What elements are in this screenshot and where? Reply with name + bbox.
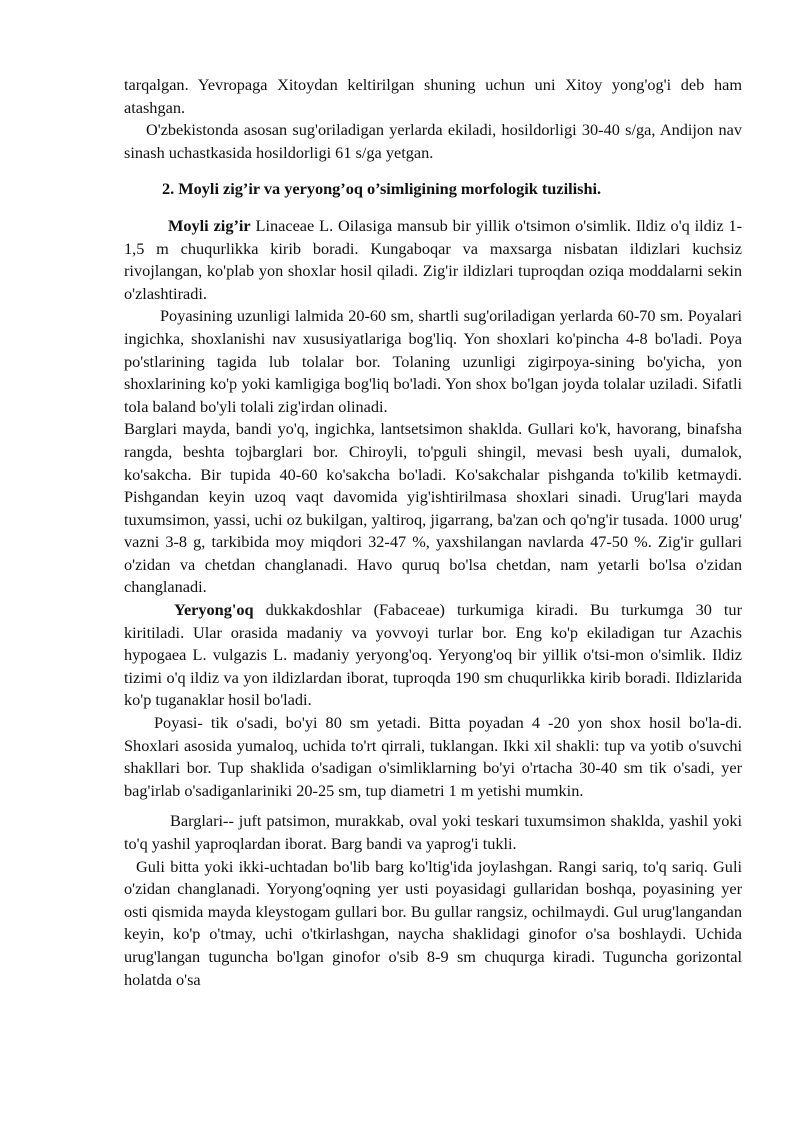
- paragraph-flax-stem: Poyasining uzunligi lalmida 20-60 sm, shartli sug'oriladigan yerlarda 60-70 sm. Poyalari ingichka, shoxlanishi nav xususiyatlariga bog'liq. Yon shoxlari ko'pincha 4-8 bo'ladi. Poya po'stlarining tagida lub tolalar bor. Tolaning uzunligi zigirpoya-sining bo'yicha, yon shoxlarining ko'p yoki kamligiga bog'liq bo'ladi. Yon shox bo'lgan joyda tolalar uziladi. Sifatli tola baland bo'yli tolali zig'irdan olinadi.: [124, 306, 742, 416]
- paragraph-flax-intro: Moyli zig’ir Linaceae L. Oilasiga mansub bir yillik o'tsimon o'simlik. Ildiz o'q ildiz 1-1,5 m chuqurlikka kirib boradi. Kungaboqar va maxsarga nisbatan ildizlari kuchsiz rivojlangan, ko'plab yon shoxlar hosil qiladi. Zig'ir ildizlari tuproqdan oziqa moddalarni sekin o'zlashtiradi.: [124, 215, 743, 303]
- paragraph-peanut-stem: Poyasi- tik o'sadi, bo'yi 80 sm yetadi. Bitta poyadan 4 -20 yon shox hosil bo'la-di. Shoxlari asosida yumaloq, uchida to'rt qirrali, tuklangan. Ikki xil shakli: tup va yotib o'suvchi shakllari bor. Tup shaklida o'sadigan o'simliklarning bo'yi o'rtacha 30-40 sm tik o'sadi, yer bag'irlab o'sadiganlariniki 20-25 sm, tup diametri 1 m yetishi mumkin.: [124, 713, 742, 800]
- term-flax: Moyli zig’ir: [168, 215, 251, 235]
- section-heading: 2. Moyli zig’ir va yeryong’oq o’simligining morfologik tuzilishi.: [162, 179, 602, 199]
- paragraph-peanut-flowers: Guli bitta yoki ikki-uchtadan bo'lib barg ko'ltig'ida joylashgan. Rangi sariq, to'q sariq. Guli o'zidan changlanadi. Yoryong'oqning yer usti poyasidagi gullaridan boshqa, poyasining yer osti qismida mayda kleystogam gullari bor. Bu gullar rangsiz, ochilmaydi. Gul urug'langandan keyin, ko'p o'tmay, uchi o'tkirlashgan, naycha shaklidagi ginofor o'sa boshlaydi. Uchida urug'langan tuguncha bo'lgan ginofor o'sib 8-9 sm chuqurga kiradi. Tuguncha gorizontal holatda o'sa: [124, 856, 742, 989]
- paragraph-continuation: tarqalgan. Yevropaga Xitoydan keltirilgan shuning uchun uni Xitoy yong'og'i deb ham atashgan.: [124, 75, 742, 117]
- paragraph-flax-leaves: Barglari mayda, bandi yo'q, ingichka, lantsetsimon shaklda. Gullari ko'k, havorang, binafsha rangda, beshta tojbarglari bor. Chiroyli, to'pguli shingil, mevasi besh uyali, dumalok, ko'sakcha. Bir tupida 40-60 ko'sakcha bo'ladi. Ko'sakchalar pishganda to'kilib ketmaydi. Pishgandan keyin uzoq vaqt davomida yig'ishtirilmasa shoxlari sinadi. Urug'lari mayda tuxumsimon, yassi, uchi oz bukilgan, yaltiroq, jigarrang, ba'zan och qo'ng'ir tusada. 1000 urug' vazni 3-8 g, tarkibida moy miqdori 32-47 %, yaxshilangan navlarda 47-50 %. Zig'ir gullari o'zidan va chetdan changlanadi. Havo quruq bo'lsa chetdan, nam yetarli bo'lsa o'zidan changlanadi.: [124, 419, 742, 597]
- paragraph-peanut-leaves: Barglari-- juft patsimon, murakkab, oval yoki teskari tuxumsimon shaklda, yashil yoki to'q yashil yaproqlardan iborat. Barg bandi va yaprog'i tukli.: [124, 811, 742, 853]
- paragraph-uzbekistan-yield: O'zbekistonda asosan sug'oriladigan yerlarda ekiladi, hosildorligi 30-40 s/ga, Andijon nav sinash uchastkasida hosildorligi 61 s/ga yetgan.: [124, 120, 742, 162]
- term-peanut: Yeryong'oq: [174, 600, 254, 620]
- page-body: [124, 74, 742, 991]
- paragraph-peanut-intro: Yeryong'oq dukkakdoshlar (Fabaceae) turkumiga kiradi. Bu turkumga 30 tur kiritiladi. Ular orasida madaniy va yovvoyi turlar bor. Eng ko'p ekiladigan tur Azachis hypogaea L. vulgazis L. madaniy yeryong'oq. Yeryong'oq bir yillik o'tsi-mon o'simlik. Ildiz tizimi o'q ildiz va yon ildizlardan iborat, tuproqda 190 sm chuqurlikka kirib boradi. Ildizlarida ko'p tuganaklar hosil bo'ladi.: [124, 600, 742, 710]
